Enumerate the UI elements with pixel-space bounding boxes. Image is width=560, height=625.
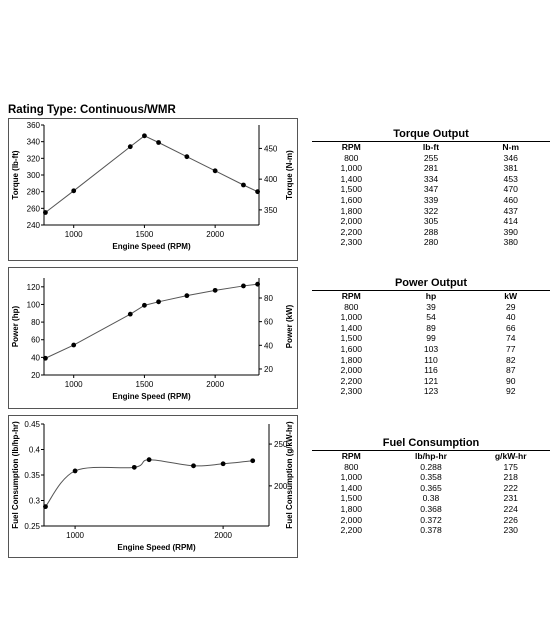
table-cell: 218 <box>503 472 518 483</box>
table-cell: 453 <box>503 173 518 184</box>
chart-svg <box>9 119 299 262</box>
table-cell: 82 <box>505 354 516 365</box>
column-header: RPM <box>341 291 361 301</box>
table-cell: 39 <box>426 301 436 312</box>
column-header: kW <box>504 291 518 301</box>
y2-tick-label: 450 <box>264 144 278 154</box>
y-tick-label: 300 <box>26 171 40 180</box>
table-cell: 1,800 <box>340 205 363 216</box>
column-header: RPM <box>341 142 361 152</box>
x-tick-label: 1000 <box>64 380 83 389</box>
chart-svg <box>9 416 299 559</box>
table-row <box>312 312 550 323</box>
table-cell: 1,500 <box>340 184 363 195</box>
x-tick-label: 1000 <box>66 531 84 540</box>
table-cell: 347 <box>423 184 439 195</box>
y2-tick-label: 40 <box>264 341 273 351</box>
y2-tick-label: 250 <box>274 440 288 450</box>
y-tick-label: 320 <box>26 154 40 164</box>
column-header: N-m <box>502 142 520 152</box>
y-tick-label: 260 <box>26 204 40 214</box>
table-cell: 2,000 <box>340 514 363 525</box>
table-row <box>312 216 550 227</box>
data-point <box>147 457 152 462</box>
table-cell: 346 <box>503 152 518 163</box>
table-cell: 1,600 <box>340 194 363 205</box>
rating-type-title: Rating Type: Continuous/WMR <box>8 104 176 116</box>
x-tick-label: 2000 <box>214 531 233 540</box>
y2-tick-label: 350 <box>264 205 278 215</box>
table-cell: 1,400 <box>340 322 363 333</box>
data-point <box>213 288 218 293</box>
table-cell: 380 <box>503 237 518 248</box>
y-axis-label: Power (hp) <box>11 305 20 348</box>
data-point <box>156 140 161 145</box>
table-cell: 103 <box>423 343 439 354</box>
y-tick-label: 60 <box>31 335 40 345</box>
table-cell: 231 <box>503 493 518 504</box>
data-point <box>156 299 161 304</box>
table-row <box>312 174 550 185</box>
y2-axis-label: Power (kW) <box>285 304 294 349</box>
table-row <box>312 237 550 248</box>
table-cell: 0.378 <box>420 525 442 536</box>
power-output-table <box>312 277 550 397</box>
table-row <box>312 163 550 174</box>
y-tick-label: 20 <box>31 371 40 380</box>
series-line <box>45 284 257 358</box>
table-cell: 66 <box>505 322 516 333</box>
table-cell: 77 <box>505 343 516 354</box>
table-cell: 255 <box>423 152 439 163</box>
table-cell: 1,000 <box>340 472 363 483</box>
table-cell: 0.38 <box>422 493 440 504</box>
y-tick-label: 40 <box>31 353 40 363</box>
y-tick-label: 280 <box>26 187 40 197</box>
table-row <box>312 504 550 515</box>
table-row <box>312 472 550 483</box>
table-cell: 74 <box>505 333 516 344</box>
table-cell: 2,200 <box>340 525 363 536</box>
table-cell: 390 <box>503 226 518 237</box>
table-row <box>312 462 550 473</box>
table-title: Power Output <box>312 277 550 291</box>
table-cell: 40 <box>505 312 516 323</box>
table-cell: 2,200 <box>340 226 363 237</box>
table-row <box>312 227 550 238</box>
series-line <box>45 136 257 213</box>
table-cell: 116 <box>424 365 438 376</box>
table-cell: 414 <box>503 216 518 227</box>
table-row <box>312 333 550 344</box>
table-cell: 0.358 <box>420 472 442 483</box>
y-axis-label: Torque (lb-ft) <box>11 150 20 200</box>
y-tick-label: 120 <box>26 282 40 292</box>
table-cell: 110 <box>424 354 438 365</box>
data-point <box>71 188 76 193</box>
table-row <box>312 344 550 355</box>
table-cell: 2,300 <box>340 386 363 397</box>
table-cell: 224 <box>503 503 518 514</box>
table-cell: 2,000 <box>340 216 363 227</box>
table-cell: 1,500 <box>340 333 363 344</box>
data-point <box>184 293 189 298</box>
data-point <box>43 210 48 215</box>
table-row <box>312 525 550 536</box>
table-cell: 0.368 <box>420 503 442 514</box>
x-tick-label: 1500 <box>135 230 154 239</box>
y-axis-label: Fuel Consumption (lb/hp-hr) <box>11 421 20 529</box>
table-cell: 87 <box>505 365 516 376</box>
y-tick-label: 360 <box>26 121 40 130</box>
table-cell: 800 <box>344 152 359 163</box>
table-cell: 800 <box>344 301 359 312</box>
table-cell: 1,600 <box>340 343 363 354</box>
y2-axis-label: Torque (N-m) <box>285 150 294 200</box>
y-tick-label: 0.35 <box>24 471 40 480</box>
data-point <box>73 469 78 474</box>
table-title: Torque Output <box>312 128 550 142</box>
table-cell: 0.288 <box>420 461 442 472</box>
table-cell: 2,300 <box>340 237 363 248</box>
table-cell: 1,000 <box>340 163 363 174</box>
fuel-consumption-chart <box>8 415 298 558</box>
column-header: lb/hp-hr <box>414 451 447 461</box>
table-row <box>312 206 550 217</box>
table-cell: 280 <box>423 237 439 248</box>
table-cell: 29 <box>505 301 516 312</box>
data-point <box>43 356 48 361</box>
column-header: lb-ft <box>422 142 440 152</box>
x-tick-label: 2000 <box>206 380 225 389</box>
y2-tick-label: 200 <box>274 481 288 491</box>
y-tick-label: 0.3 <box>28 496 40 506</box>
x-tick-label: 2000 <box>206 230 225 239</box>
table-cell: 281 <box>423 163 439 174</box>
table-cell: 1,800 <box>340 503 363 514</box>
data-point <box>255 282 260 287</box>
table-row <box>312 184 550 195</box>
y-tick-label: 100 <box>26 300 40 310</box>
chart-svg <box>9 268 299 410</box>
x-tick-label: 1500 <box>135 380 154 389</box>
table-row <box>312 386 550 397</box>
table-cell: 92 <box>505 386 516 397</box>
table-cell: 2,200 <box>340 375 363 386</box>
table-row <box>312 355 550 366</box>
y2-tick-label: 80 <box>264 293 273 303</box>
table-cell: 2,000 <box>340 365 363 376</box>
table-cell: 121 <box>423 375 439 386</box>
data-point <box>142 303 147 308</box>
data-point <box>250 458 255 463</box>
table-row <box>312 493 550 504</box>
table-title: Fuel Consumption <box>312 437 550 451</box>
table-cell: 54 <box>426 312 436 323</box>
data-point <box>241 284 246 289</box>
torque-output-table <box>312 128 550 248</box>
table-cell: 230 <box>503 525 518 536</box>
data-point <box>128 312 133 317</box>
column-header: RPM <box>341 451 361 461</box>
table-cell: 123 <box>423 386 439 397</box>
table-row <box>312 323 550 334</box>
torque-chart <box>8 118 298 261</box>
y-tick-label: 80 <box>31 318 40 328</box>
table-row <box>312 153 550 164</box>
column-header: hp <box>425 291 437 301</box>
table-cell: 460 <box>503 194 518 205</box>
table-row <box>312 376 550 387</box>
column-header: g/kW-hr <box>494 451 527 461</box>
table-row <box>312 195 550 206</box>
data-point <box>255 189 260 194</box>
table-cell: 288 <box>423 226 439 237</box>
data-point <box>128 144 133 149</box>
y2-tick-label: 20 <box>264 364 273 374</box>
data-point <box>241 183 246 188</box>
data-point <box>142 133 147 138</box>
data-point <box>43 504 48 509</box>
table-cell: 1,000 <box>340 312 363 323</box>
table-cell: 226 <box>503 514 518 525</box>
power-chart <box>8 267 298 409</box>
y2-axis-label: Fuel Consumption (g/kW-hr) <box>285 421 294 529</box>
table-cell: 1,500 <box>340 493 363 504</box>
table-row <box>312 483 550 494</box>
table-cell: 381 <box>503 163 518 174</box>
table-cell: 175 <box>503 461 518 472</box>
table-cell: 1,400 <box>340 482 363 493</box>
series-line <box>45 460 252 507</box>
fuel-consumption-table <box>312 437 550 536</box>
x-tick-label: 1000 <box>64 230 83 239</box>
y-tick-label: 340 <box>26 137 40 147</box>
table-row <box>312 302 550 313</box>
table-cell: 437 <box>503 205 518 216</box>
x-axis-label: Engine Speed (RPM) <box>112 242 191 251</box>
y2-tick-label: 400 <box>264 175 278 185</box>
table-cell: 1,800 <box>340 354 363 365</box>
y-tick-label: 0.45 <box>24 420 40 429</box>
table-cell: 90 <box>505 375 516 386</box>
table-cell: 322 <box>423 205 439 216</box>
y-tick-label: 240 <box>26 221 40 230</box>
data-point <box>221 461 226 466</box>
table-cell: 222 <box>503 482 518 493</box>
data-point <box>191 463 196 468</box>
data-point <box>71 343 76 348</box>
table-cell: 470 <box>503 184 518 195</box>
table-row <box>312 515 550 526</box>
table-cell: 800 <box>344 461 359 472</box>
table-cell: 305 <box>423 216 439 227</box>
y-tick-label: 0.4 <box>28 445 40 455</box>
data-point <box>184 154 189 159</box>
table-cell: 1,400 <box>340 173 363 184</box>
x-axis-label: Engine Speed (RPM) <box>112 392 191 401</box>
table-cell: 99 <box>426 333 436 344</box>
table-cell: 0.365 <box>420 482 442 493</box>
table-cell: 89 <box>426 322 436 333</box>
table-cell: 334 <box>423 173 439 184</box>
x-axis-label: Engine Speed (RPM) <box>117 543 196 552</box>
table-cell: 339 <box>423 194 439 205</box>
data-point <box>213 168 218 173</box>
y2-tick-label: 60 <box>264 317 273 327</box>
data-point <box>132 465 137 470</box>
table-row <box>312 365 550 376</box>
table-cell: 0.372 <box>420 514 442 525</box>
y-tick-label: 0.25 <box>24 522 40 531</box>
